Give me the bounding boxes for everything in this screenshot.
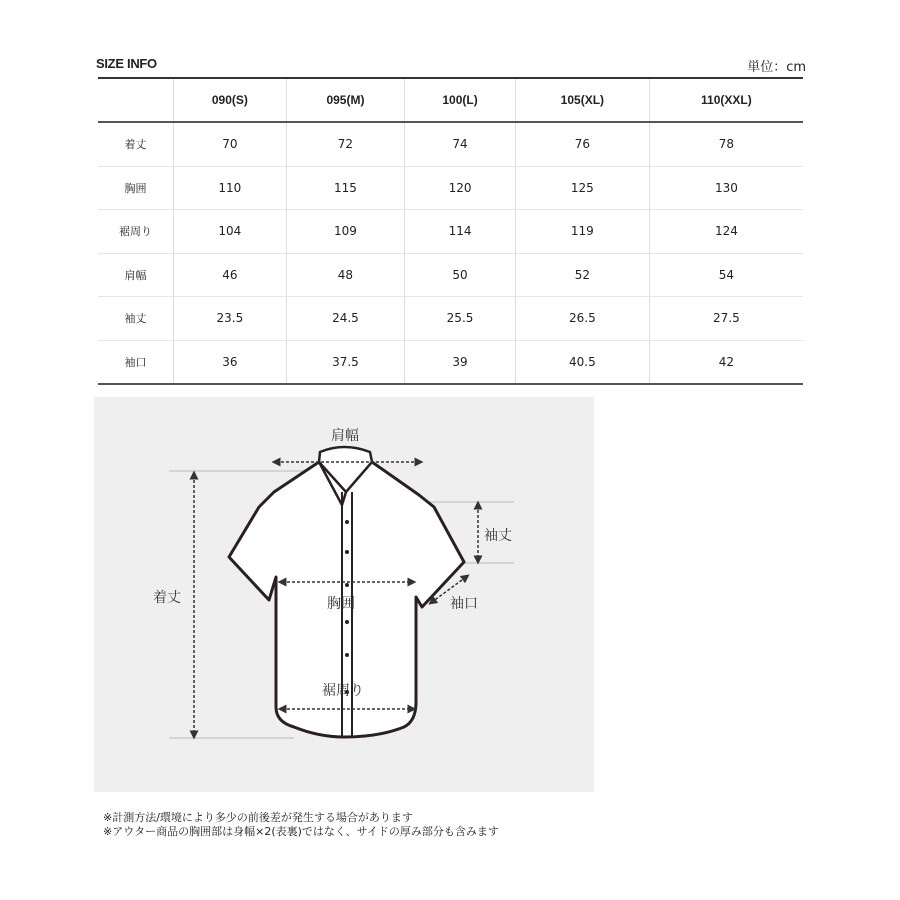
table-cell: 72 xyxy=(286,122,404,166)
column-header: 110(XXL) xyxy=(649,78,803,122)
label-sleeve: 袖丈 xyxy=(484,528,512,544)
measurement-diagram xyxy=(94,397,594,792)
label-length: 着丈 xyxy=(153,590,181,606)
note: ※計測方法/環境により多少の前後差が発生する場合があります xyxy=(103,811,413,824)
table-cell: 70 xyxy=(174,122,287,166)
row-label: 裾周り xyxy=(98,210,174,254)
table-cell: 37.5 xyxy=(286,340,404,384)
table-cell: 109 xyxy=(286,210,404,254)
column-header: 095(M) xyxy=(286,78,404,122)
table-row xyxy=(98,253,803,297)
table-cell: 76 xyxy=(515,122,649,166)
table-cell: 120 xyxy=(405,166,516,210)
table-row xyxy=(98,210,803,254)
table-cell: 48 xyxy=(286,253,404,297)
table-cell: 40.5 xyxy=(515,340,649,384)
table-cell: 39 xyxy=(405,340,516,384)
table-cell: 104 xyxy=(174,210,287,254)
table-header-row xyxy=(98,78,803,122)
row-label: 袖口 xyxy=(98,340,174,384)
table-cell: 23.5 xyxy=(174,297,287,341)
row-label: 着丈 xyxy=(98,122,174,166)
table-cell: 114 xyxy=(405,210,516,254)
table-cell: 115 xyxy=(286,166,404,210)
table-cell: 50 xyxy=(405,253,516,297)
size-table xyxy=(98,77,803,385)
table-cell: 125 xyxy=(515,166,649,210)
table-row xyxy=(98,122,803,166)
table-row xyxy=(98,166,803,210)
table-cell: 110 xyxy=(174,166,287,210)
label-hem: 裾周り xyxy=(322,683,364,699)
column-header: 090(S) xyxy=(174,78,287,122)
table-row xyxy=(98,297,803,341)
unit-label: 単位：cm xyxy=(747,60,806,75)
table-cell: 27.5 xyxy=(649,297,803,341)
table-cell: 124 xyxy=(649,210,803,254)
label-cuff: 袖口 xyxy=(450,596,478,612)
notes xyxy=(103,811,499,839)
column-header: 100(L) xyxy=(405,78,516,122)
table-cell: 24.5 xyxy=(286,297,404,341)
table-cell: 78 xyxy=(649,122,803,166)
table-cell: 119 xyxy=(515,210,649,254)
label-chest: 胸囲 xyxy=(327,596,355,612)
column-header xyxy=(98,78,174,122)
section-title: SIZE INFO xyxy=(96,56,157,71)
column-header: 105(XL) xyxy=(515,78,649,122)
row-label: 肩幅 xyxy=(98,253,174,297)
table-cell: 54 xyxy=(649,253,803,297)
table-row xyxy=(98,340,803,384)
table-cell: 130 xyxy=(649,166,803,210)
table-cell: 74 xyxy=(405,122,516,166)
table-cell: 52 xyxy=(515,253,649,297)
row-label: 袖丈 xyxy=(98,297,174,341)
note: ※アウター商品の胸囲部は身幅×2(表裏)ではなく、サイドの厚み部分も含みます xyxy=(103,825,499,838)
label-shoulder: 肩幅 xyxy=(331,428,359,444)
table-cell: 36 xyxy=(174,340,287,384)
row-label: 胸囲 xyxy=(98,166,174,210)
table-cell: 26.5 xyxy=(515,297,649,341)
table-cell: 46 xyxy=(174,253,287,297)
table-cell: 42 xyxy=(649,340,803,384)
table-cell: 25.5 xyxy=(405,297,516,341)
